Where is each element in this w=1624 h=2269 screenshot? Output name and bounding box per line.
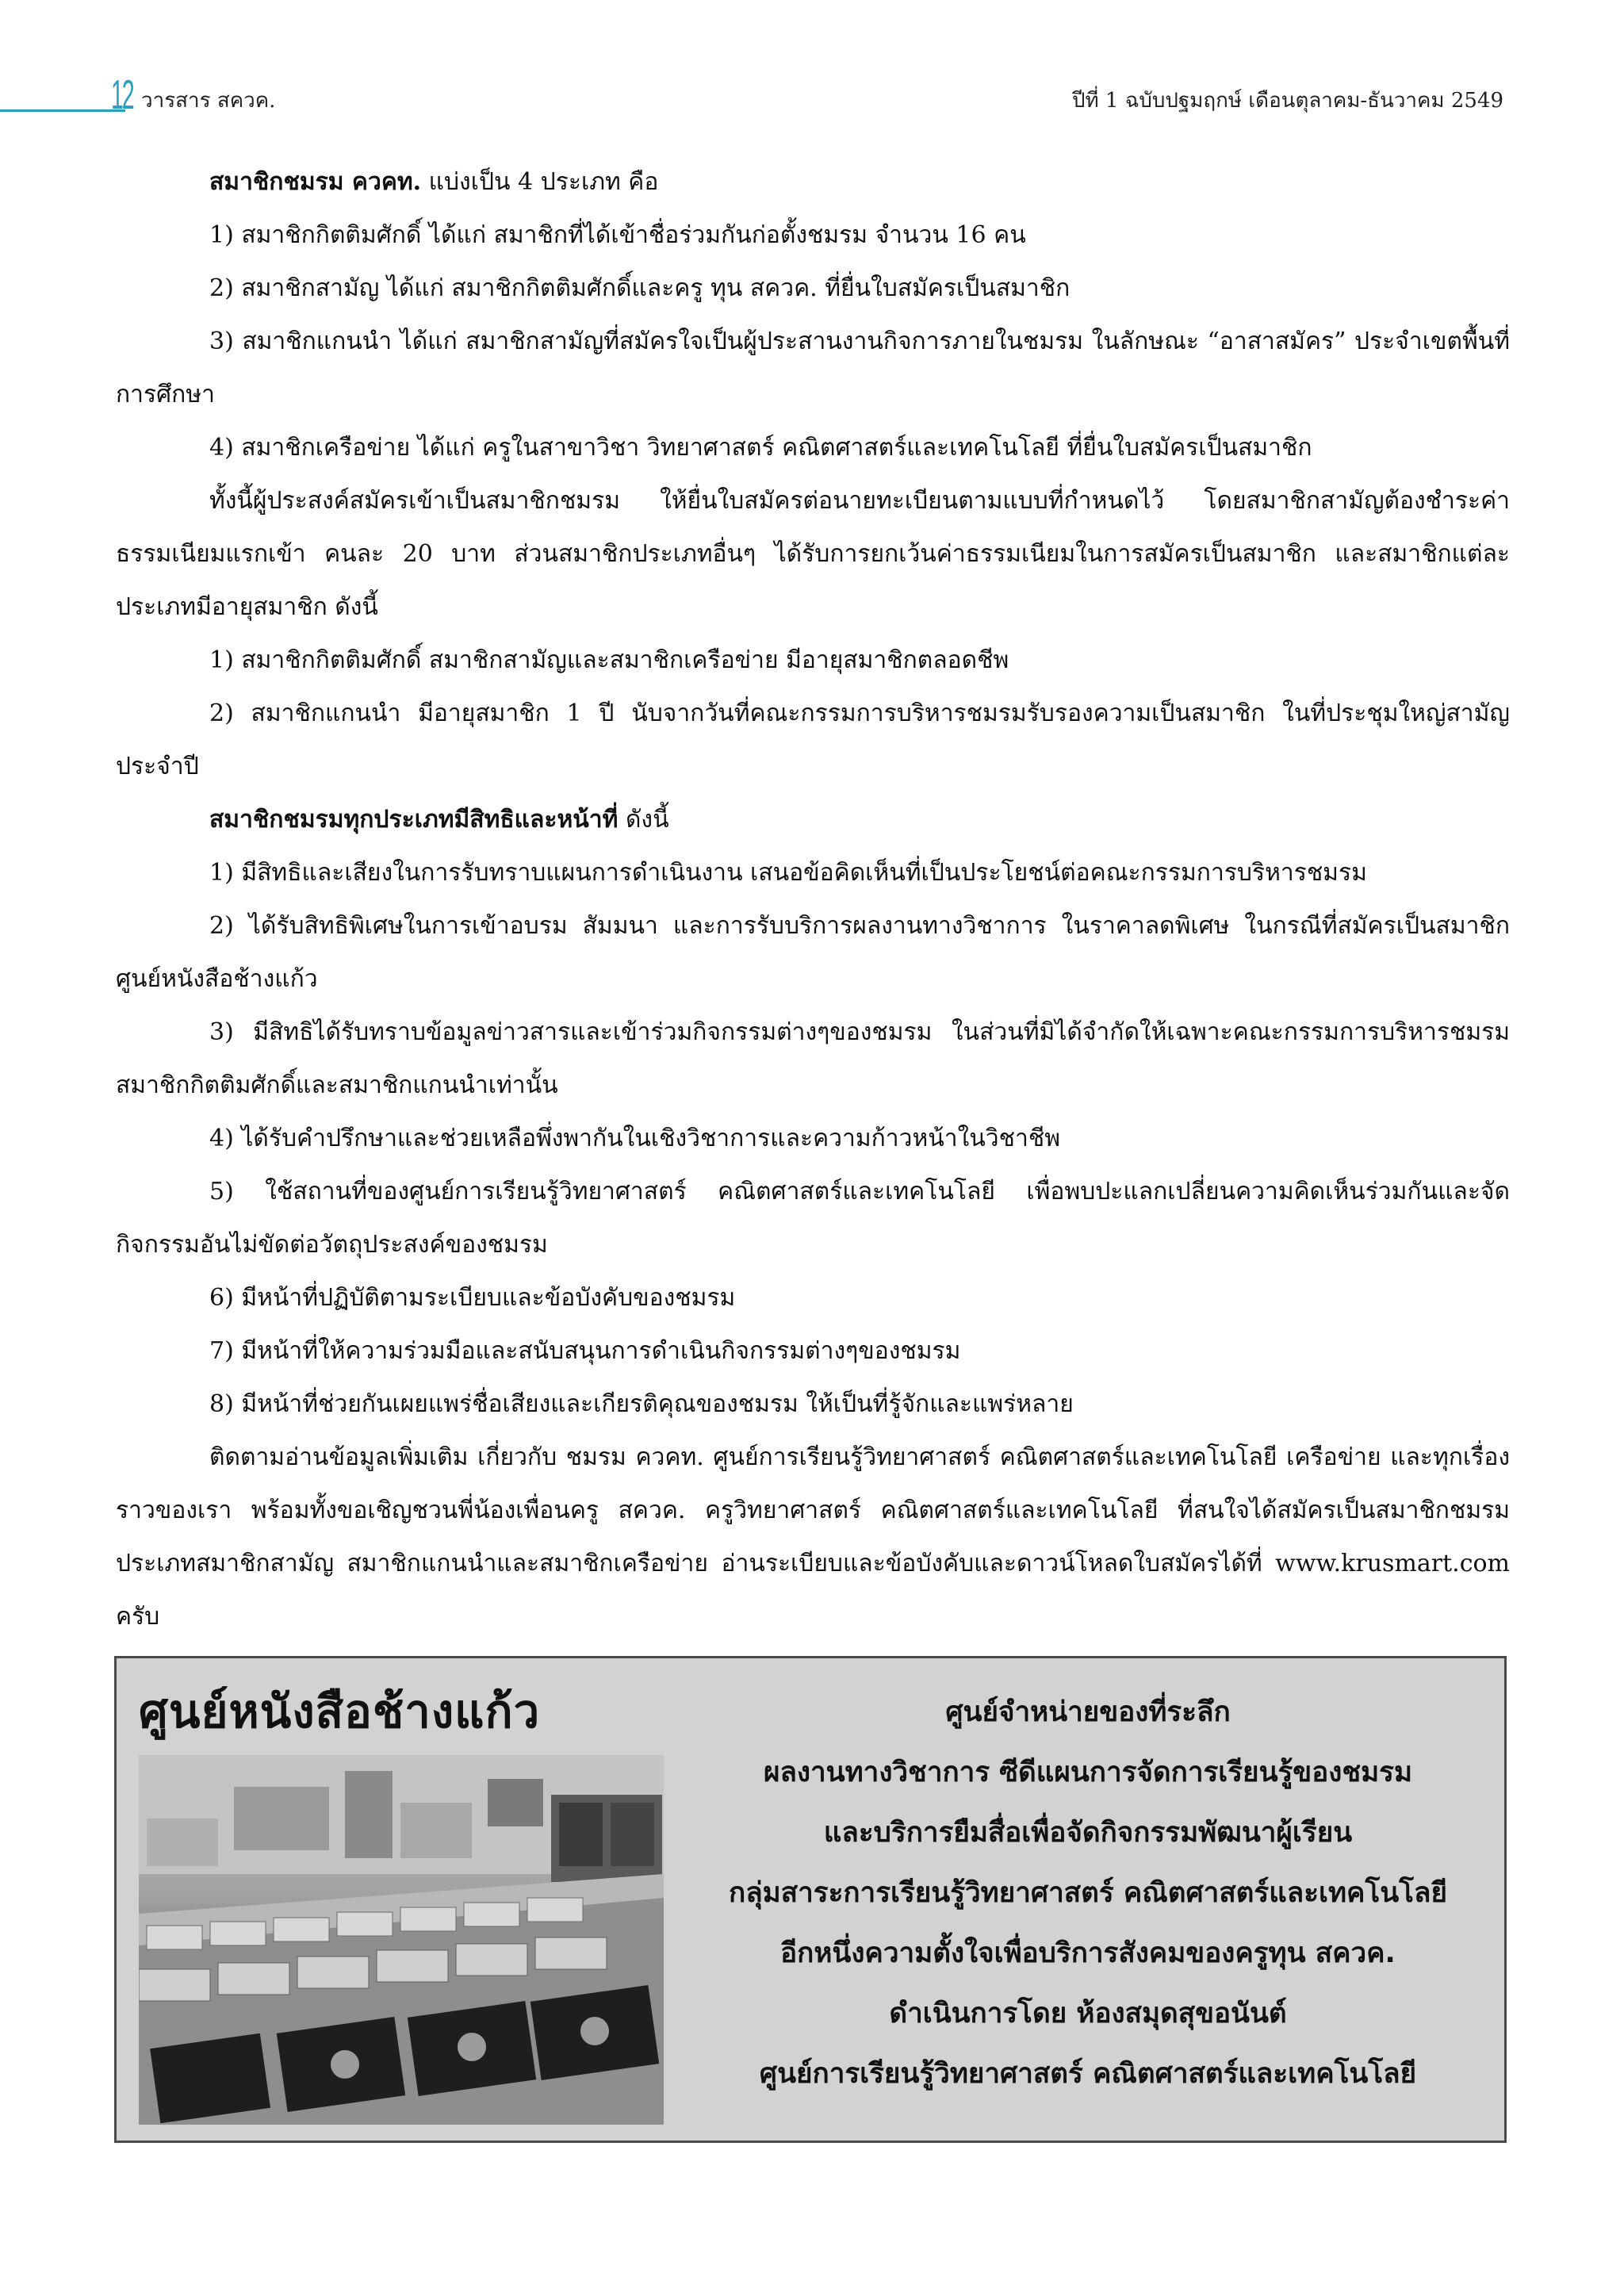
ad-line: อีกหนึ่งความตั้งใจเพื่อบริการสังคมของครูทุน สควค. xyxy=(780,1937,1396,1969)
rights-intro-paragraph xyxy=(116,793,1510,846)
membership-term-item: 1) สมาชิกกิตติมศักดิ์ สมาชิกสามัญและสมาชิกเครือข่าย มีอายุสมาชิกตลอดชีพ xyxy=(209,646,1009,674)
membership-type-item: 1) สมาชิกกิตติมศักดิ์ ได้แก่ สมาชิกที่ได้เข้าชื่อร่วมกันก่อตั้งชมรม จำนวน 16 คน xyxy=(209,221,1026,249)
ad-line: และบริการยืมสื่อเพื่อจัดกิจกรรมพัฒนาผู้เรียน xyxy=(823,1817,1353,1849)
application-paragraph: ทั้งนี้ผู้ประสงค์สมัครเข้าเป็นสมาชิกชมรม ให้ยื่นใบสมัครต่อนายทะเบียนตามแบบที่กำหนดไว้ โดยสมาชิกสามัญต้องชำระค่าธรรมเนียมแรกเข้า คนละ 20 บาท ส่วนสมาชิกประเภทอื่นๆ ได้รับการยกเว้นค่าธรรมเนียมในการสมัครเป็นสมาชิก และสมาชิกแต่ละประเภทมีอายุสมาชิก ดังนี้ xyxy=(116,487,1510,621)
ad-text-block xyxy=(688,1682,1488,2104)
rights-heading: สมาชิกชมรมทุกประเภทมีสิทธิและหน้าที่ xyxy=(209,806,619,834)
rights-item: 1) มีสิทธิและเสียงในการรับทราบแผนการดำเนินงาน เสนอข้อคิดเห็นที่เป็นประโยชน์ต่อคณะกรรมการบริหารชมรม xyxy=(209,859,1367,887)
journal-name: วารสาร สควค. xyxy=(141,89,276,113)
ad-line: ศูนย์การเรียนรู้วิทยาศาสตร์ คณิตศาสตร์และเทคโนโลยี xyxy=(759,2058,1417,2090)
rights-item: 6) มีหน้าที่ปฏิบัติตามระเบียบและข้อบังคับของชมรม xyxy=(209,1284,736,1312)
article-body xyxy=(116,155,1510,1643)
bookstore-ad-box xyxy=(114,1656,1507,2143)
membership-term-item: 2) สมาชิกแกนนำ มีอายุสมาชิก 1 ปี นับจากวันที่คณะกรรมการบริหารชมรมรับรองความเป็นสมาชิก ในที่ประชุมใหญ่สามัญประจำปี xyxy=(116,699,1510,780)
membership-type-item: 2) สมาชิกสามัญ ได้แก่ สมาชิกกิตติมศักดิ์และครู ทุน สควค. ที่ยื่นใบสมัครเป็นสมาชิก xyxy=(209,274,1071,302)
membership-intro: แบ่งเป็น 4 ประเภท คือ xyxy=(421,168,659,196)
ad-title: ศูนย์หนังสือช้างแก้ว xyxy=(139,1685,541,1738)
rights-item: 7) มีหน้าที่ให้ความร่วมมือและสนับสนุนการดำเนินกิจกรรมต่างๆของชมรม xyxy=(209,1337,961,1365)
issue-info: ปีที่ 1 ฉบับปฐมฤกษ์ เดือนตุลาคม-ธันวาคม 2549 xyxy=(1071,89,1503,113)
rights-item: 4) ได้รับคำปรึกษาและช่วยเหลือพึ่งพากันในเชิงวิชาการและความก้าวหน้าในวิชาชีพ xyxy=(209,1125,1060,1152)
membership-type-item: 3) สมาชิกแกนนำ ได้แก่ สมาชิกสามัญที่สมัครใจเป็นผู้ประสานงานกิจการภายในชมรม ในลักษณะ “อาสาสมัคร” ประจำเขตพื้นที่การศึกษา xyxy=(116,328,1511,408)
rights-item: 5) ใช้สถานที่ของศูนย์การเรียนรู้วิทยาศาสตร์ คณิตศาสตร์และเทคโนโลยี เพื่อพบปะแลกเปลี่ยนความคิดเห็นร่วมกันและจัดกิจกรรมอันไม่ขัดต่อวัตถุประสงค์ของชมรม xyxy=(116,1178,1510,1259)
membership-intro-paragraph xyxy=(116,155,1510,209)
rights-item: 8) มีหน้าที่ช่วยกันเผยแพร่ชื่อเสียงและเกียรติคุณของชมรม ให้เป็นที่รู้จักและแพร่หลาย xyxy=(209,1390,1074,1418)
closing-paragraph: ติดตามอ่านข้อมูลเพิ่มเติม เกี่ยวกับ ชมรม ควคท. ศูนย์การเรียนรู้วิทยาศาสตร์ คณิตศาสตร์และเทคโนโลยี เครือข่าย และทุกเรื่องราวของเรา พร้อมทั้งขอเชิญชวนพี่น้องเพื่อนครู สควค. ครูวิทยาศาสตร์ คณิตศาสตร์และเทคโนโลยี ที่สนใจได้สมัครเป็นสมาชิกชมรม ประเภทสมาชิกสามัญ สมาชิกแกนนำและสมาชิกเครือข่าย อ่านระเบียบและข้อบังคับและดาวน์โหลดใบสมัครได้ที่ www.krusmart.com ครับ xyxy=(116,1443,1510,1631)
membership-type-item: 4) สมาชิกเครือข่าย ได้แก่ ครูในสาขาวิชา วิทยาศาสตร์ คณิตศาสตร์และเทคโนโลยี ที่ยื่นใบสมัครเป็นสมาชิก xyxy=(209,434,1312,462)
membership-heading: สมาชิกชมรม ควคท. xyxy=(209,168,422,196)
ad-line: ศูนย์จำหน่ายของที่ระลึก xyxy=(945,1696,1231,1728)
ad-line: ดำเนินการโดย ห้องสมุดสุขอนันต์ xyxy=(889,1998,1287,2029)
header-accent-rule xyxy=(0,109,125,112)
ad-line: ผลงานทางวิชาการ ซีดีแผนการจัดการเรียนรู้ของชมรม xyxy=(763,1757,1413,1788)
page-number: 12 xyxy=(111,72,133,118)
bookstore-photo-illustration xyxy=(139,1755,664,2125)
ad-line: กลุ่มสาระการเรียนรู้วิทยาศาสตร์ คณิตศาสตร์และเทคโนโลยี xyxy=(729,1877,1447,1909)
rights-item: 3) มีสิทธิได้รับทราบข้อมูลข่าวสารและเข้าร่วมกิจกรรมต่างๆของชมรม ในส่วนที่มิได้จำกัดให้เฉพาะคณะกรรมการบริหารชมรม สมาชิกกิตติมศักดิ์และสมาชิกแกนนำเท่านั้น xyxy=(116,1018,1510,1099)
rights-item: 2) ได้รับสิทธิพิเศษในการเข้าอบรม สัมมนา และการรับบริการผลงานทางวิชาการ ในราคาลดพิเศษ ในกรณีที่สมัครเป็นสมาชิกศูนย์หนังสือช้างแก้ว xyxy=(116,912,1510,993)
rights-intro: ดังนี้ xyxy=(618,806,669,834)
page-header xyxy=(0,73,1624,117)
bookstore-photo xyxy=(139,1755,664,2125)
